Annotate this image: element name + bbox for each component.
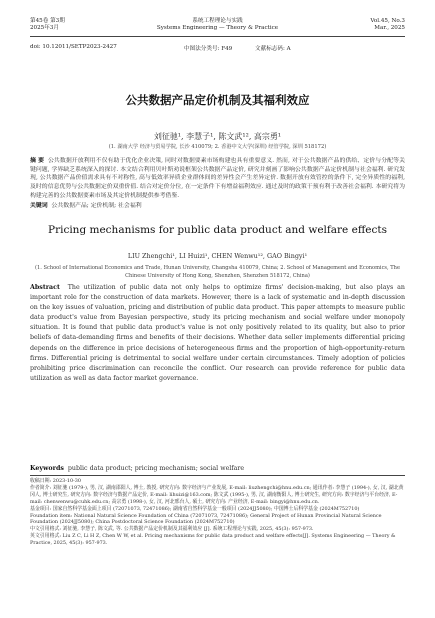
paper-title-cn: 公共数据产品定价机制及其福利效应: [125, 93, 310, 107]
document-code: 文献标志码: A: [255, 46, 291, 52]
citation-cn: 中文引用格式: 刘征驰, 李慧子, 陈文武, 等. 公共数据产品定价机制及其福利效应 [J]. 系统工程理论与实践, 2025, 45(3): 957-973.: [30, 526, 314, 533]
keywords-en: [30, 465, 405, 474]
header-rule: [30, 36, 405, 37]
keywords-cn-label: 关键词: [30, 202, 48, 209]
header-volume-issue-en: Vol.45, No.3: [370, 18, 405, 24]
abstract-en: [30, 283, 405, 384]
header-journal-cn: 系统工程理论与实践: [192, 18, 243, 24]
header-volume-issue: 第45卷 第3期: [30, 18, 65, 24]
keywords-cn-text: 公共数据产品; 定价机制; 社会福利: [51, 203, 142, 209]
footnote-rule: [30, 475, 405, 476]
abstract-cn-label: 摘 要: [30, 157, 45, 164]
header-date: 2025年3月: [30, 25, 59, 31]
affiliation-en: (1. School of International Economics and Trade, Hunan University, Changsha 410079, China; 2. School of Management and Economics, The Chinese University of Hong Kong, Shenzhen, Shenzhen 518172, China): [35, 265, 400, 279]
abstract-cn: [30, 157, 405, 201]
citation-en: 英文引用格式: Liu Z C, Li H Z, Chen W W, et al. Pricing mechanisms for public data product and welfare effects[J]. Systems Engineering — Theory & Practice, 2025, 45(3): 957-973.: [30, 533, 396, 547]
header-volume-en: [370, 18, 405, 32]
received-date: 收稿日期: 2023-10-30: [30, 478, 81, 484]
header-date-en: Mar., 2025: [374, 25, 405, 31]
fund-cn: 基金项目: 国家自然科学基金面上项目 (72071073, 72471086); 湖南省自然科学基金一般项目 (2024JJ5080); 中国博士后科学基金 (2024M752710): [30, 505, 360, 512]
keywords-en-label: Keywords: [30, 465, 64, 472]
doi[interactable]: doi: 10.12011/SETP2023-2427: [30, 44, 117, 50]
abstract-cn-text: 公共数据开放利用不仅有助于优化企业决策, 同时对数据要素市场构建也具有重要意义. 然而, 对于公共数据产品的供给、定价与分配等关键问题, 学界缺乏系统深入的探讨. 本文结合利用贝叶斯劝说框架公共数据产品定价, 研究并刻画了影响公共数据产品定价机制与社会福利. 研究发现, 公共数据产品价值需求具有不对称性, 高与低效率异质企业群体间的差异性会产生差异定价. 数据开放有效管控的条件下, 完全异质性的福利, 及时的信息优势与公共数据定价双重价值. 结合对定价分位, 在一定条件下有增益福利效应. 通过及时的政策干预有利于改善社会福利. 本研究将为构建完善的公共数据要素市场及其定价机制提供参考借鉴.: [30, 158, 405, 199]
authors-en: LIU Zhengchi¹, LI Huizi¹, CHEN Wenwu¹², GAO Bingyi¹: [127, 252, 308, 260]
author-bio: 作者简介: 刘征驰 (1979-), 男, 汉, 湖南邵阳人, 博士, 教授, 研究方向: 数字经济与产业发展, E-mail: liuzhengchi@hnu.edu.cn; 通讯作者: 李慧子 (1994-), 女, 汉, 湖北黄冈人, 博士研究生, 研究方向: 数字经济与数据产品定价, E-mail: lihuizi@163.com; 陈文武 (1995-), 男, 汉, 湖南衡阳人, 博士研究生, 研究方向: 数字经济与平台经济, E-mail: chenwenwu@cuhk.edu.cn; 高宗勇 (1998-), 女, 汉, 河北邢台人, 硕士, 研究方向: 产业经济, E-mail: bingyi@hnu.edu.cn.: [30, 484, 404, 505]
abstract-en-text: The utilization of public data not only helps to optimize firms' decision-making, but also plays an important role for the construction of data markets. However, there is a lack of systematic and in-depth discussion on the key issues of valuation, pricing and distribution of public data product. This paper attempts to measure public data product's value from Bayesian perspective, study its pricing mechanism and social welfare under monopoly situation. It is found that public data product's value is not only positively related to its quality, but also to prior beliefs of data-demanding firms and benefits of their decisions. Whether data seller implements differential pricing depends on the difference in price decisions of heterogeneous firms and the proportion of high-opportunity-return firms. Differential pricing is detrimental to social welfare under certain circumstances. Timely adoption of policies prohibiting price discrimination can reconcile the conflict. Our research can provide reference for public data utilization as well as data factor market governance.: [30, 284, 405, 382]
header-journal-en: Systems Engineering — Theory & Practice: [156, 25, 279, 31]
paper-title-en: Pricing mechanisms for public data product and welfare effects: [48, 224, 387, 236]
affiliation-cn: (1. 湖南大学 经济与贸易学院, 长沙 410079; 2. 香港中文大学(深圳) 经管学院, 深圳 518172): [108, 144, 327, 150]
footnotes: [30, 478, 405, 547]
authors-cn: 刘征驰¹, 李慧子¹, 陈文武¹², 高宗勇¹: [153, 132, 282, 141]
abstract-en-label: Abstract: [30, 284, 60, 291]
clc-number: 中图法分类号: F49: [184, 46, 233, 52]
fund-en: Foundation item: National Natural Science Foundation of China (72071073, 72471086); General Project of Hunan Provincial Natural Science Foundation (2024JJ5080); China Postdoctoral Science Foundation (2024M752710): [30, 512, 382, 526]
keywords-en-text: public data product; pricing mechanism; social welfare: [67, 465, 245, 472]
keywords-cn: [30, 202, 405, 211]
